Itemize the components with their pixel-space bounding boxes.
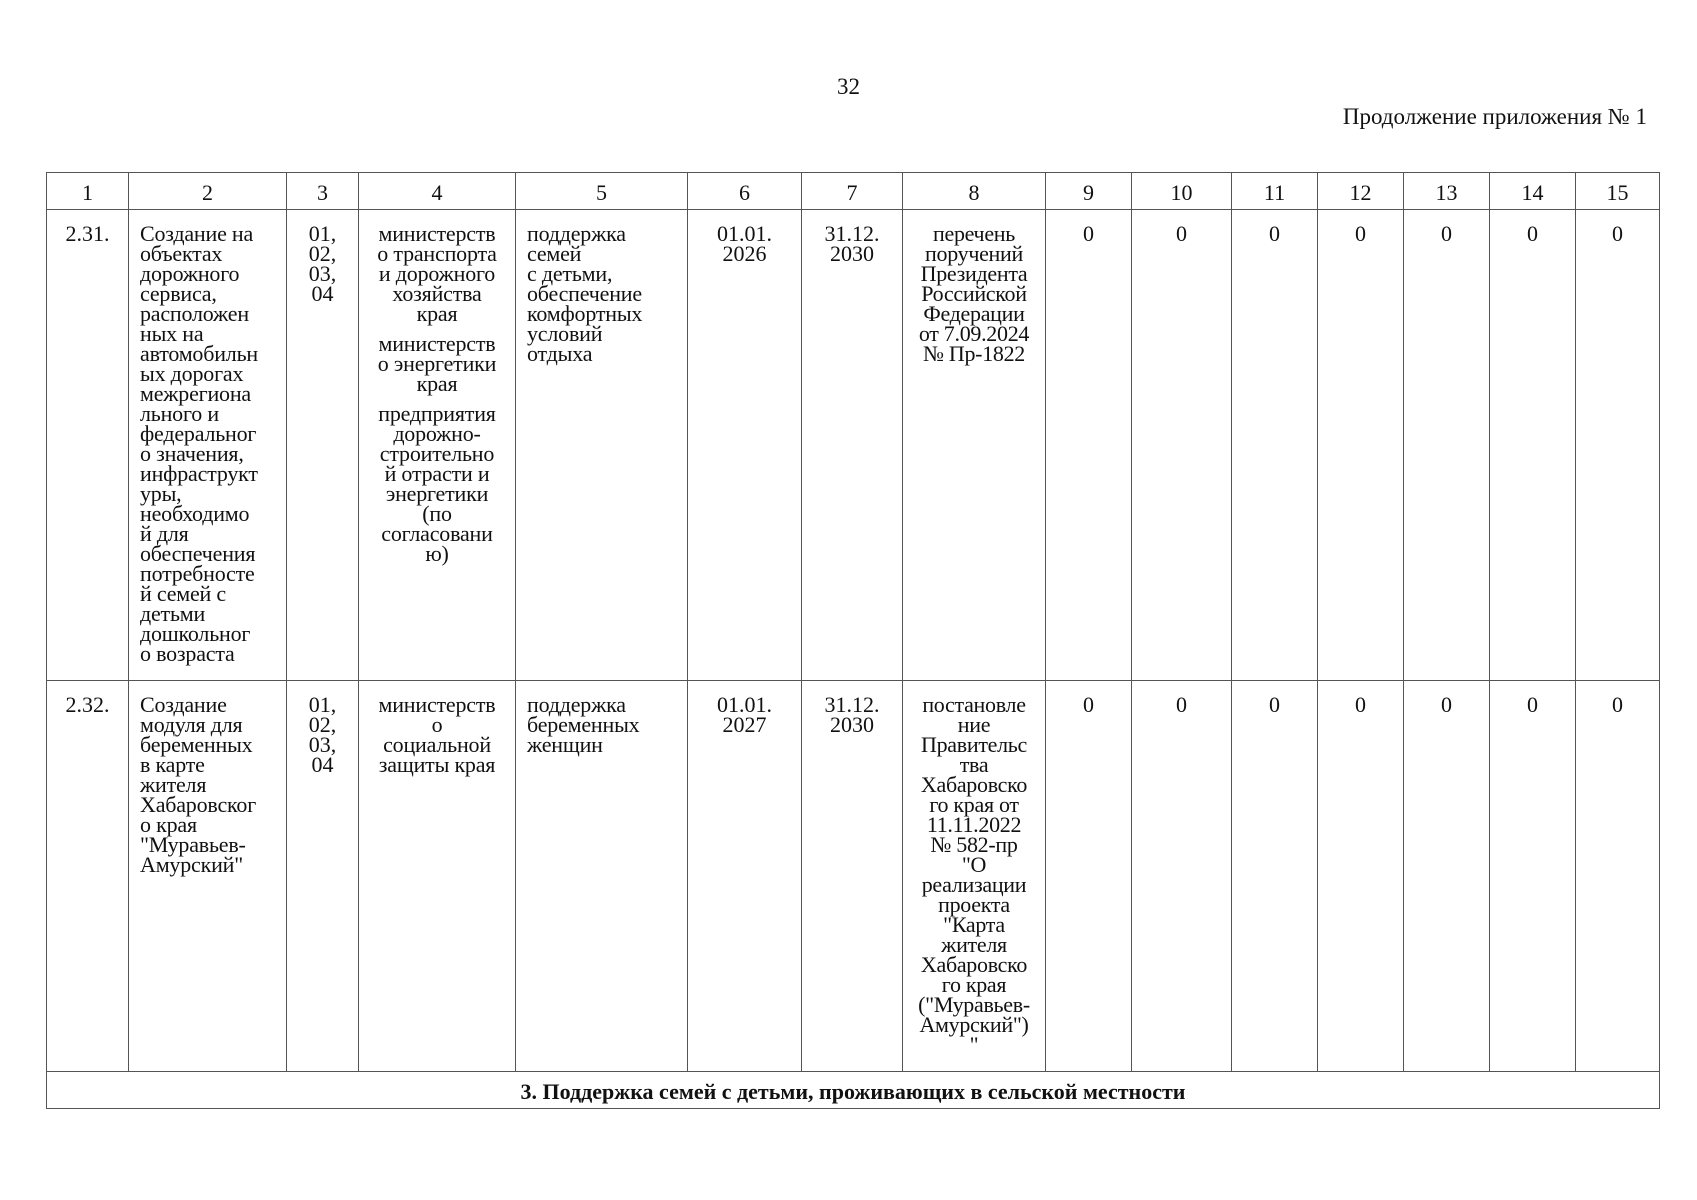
executor: предприятия дорожно- строительно й отрасти и энергетики (по согласовани ю) — [378, 401, 496, 566]
executor: министерств о энергетики края — [377, 331, 497, 396]
row-number: 2.32. — [47, 681, 129, 1072]
basis-document: постановле ние Правительс тва Хабаровско го края от 11.11.2022 № 582-пр "О реализации проекта "Карта жителя Хабаровско го края ("Муравьев- Амурский") " — [903, 681, 1046, 1072]
executor: министерств о транспорта и дорожного хозяйства края — [377, 221, 497, 326]
value-cell: 0 — [1404, 210, 1490, 681]
column-header: 2 — [129, 173, 287, 210]
column-header: 10 — [1132, 173, 1232, 210]
section-title: 3. Поддержка семей с детьми, проживающих в сельской местности — [47, 1072, 1660, 1109]
column-header: 15 — [1576, 173, 1660, 210]
executor: министерств о социальной защиты края — [378, 692, 496, 777]
codes: 01, 02, 03, 04 — [287, 681, 359, 1072]
column-header: 8 — [903, 173, 1046, 210]
value-cell: 0 — [1046, 210, 1132, 681]
table-row — [47, 681, 1660, 1072]
column-header: 9 — [1046, 173, 1132, 210]
goal: поддержка беременных женщин — [516, 681, 688, 1072]
value-cell: 0 — [1232, 210, 1318, 681]
column-header: 7 — [802, 173, 903, 210]
appendix-note: Продолжение приложения № 1 — [1342, 104, 1647, 129]
codes: 01, 02, 03, 04 — [287, 210, 359, 681]
measure-name: Создание модуля для беременных в карте жителя Хабаровског о края "Муравьев- Амурский" — [129, 681, 287, 1072]
basis-document: перечень поручений Президента Российской Федерации от 7.09.2024 № Пр-1822 — [903, 210, 1046, 681]
page-number: 32 — [837, 74, 860, 99]
column-header: 1 — [47, 173, 129, 210]
executors — [359, 210, 516, 681]
table-row — [47, 210, 1660, 681]
value-cell: 0 — [1132, 210, 1232, 681]
value-cell: 0 — [1318, 681, 1404, 1072]
row-number: 2.31. — [47, 210, 129, 681]
column-header: 3 — [287, 173, 359, 210]
column-header: 5 — [516, 173, 688, 210]
value-cell: 0 — [1404, 681, 1490, 1072]
column-header: 12 — [1318, 173, 1404, 210]
value-cell: 0 — [1132, 681, 1232, 1072]
start-date: 01.01. 2027 — [688, 681, 802, 1072]
end-date: 31.12. 2030 — [802, 210, 903, 681]
value-cell: 0 — [1576, 681, 1660, 1072]
goal: поддержка семей с детьми, обеспечение комфортных условий отдыха — [516, 210, 688, 681]
column-header: 4 — [359, 173, 516, 210]
executors — [359, 681, 516, 1072]
value-cell: 0 — [1576, 210, 1660, 681]
measure-name: Создание на объектах дорожного сервиса, расположен ных на автомобильн ых дорогах межрегиона льного и федеральног о значения, инфраструкт уры, необходимо й для обеспечения потребносте й семей с детьми дошкольног о возраста — [129, 210, 287, 681]
section-row — [47, 1072, 1660, 1109]
end-date: 31.12. 2030 — [802, 681, 903, 1072]
measures-table — [46, 172, 1660, 1109]
column-header: 11 — [1232, 173, 1318, 210]
value-cell: 0 — [1232, 681, 1318, 1072]
column-header: 14 — [1490, 173, 1576, 210]
column-header: 6 — [688, 173, 802, 210]
start-date: 01.01. 2026 — [688, 210, 802, 681]
column-number-row — [47, 173, 1660, 210]
value-cell: 0 — [1490, 210, 1576, 681]
value-cell: 0 — [1046, 681, 1132, 1072]
value-cell: 0 — [1490, 681, 1576, 1072]
column-header: 13 — [1404, 173, 1490, 210]
value-cell: 0 — [1318, 210, 1404, 681]
